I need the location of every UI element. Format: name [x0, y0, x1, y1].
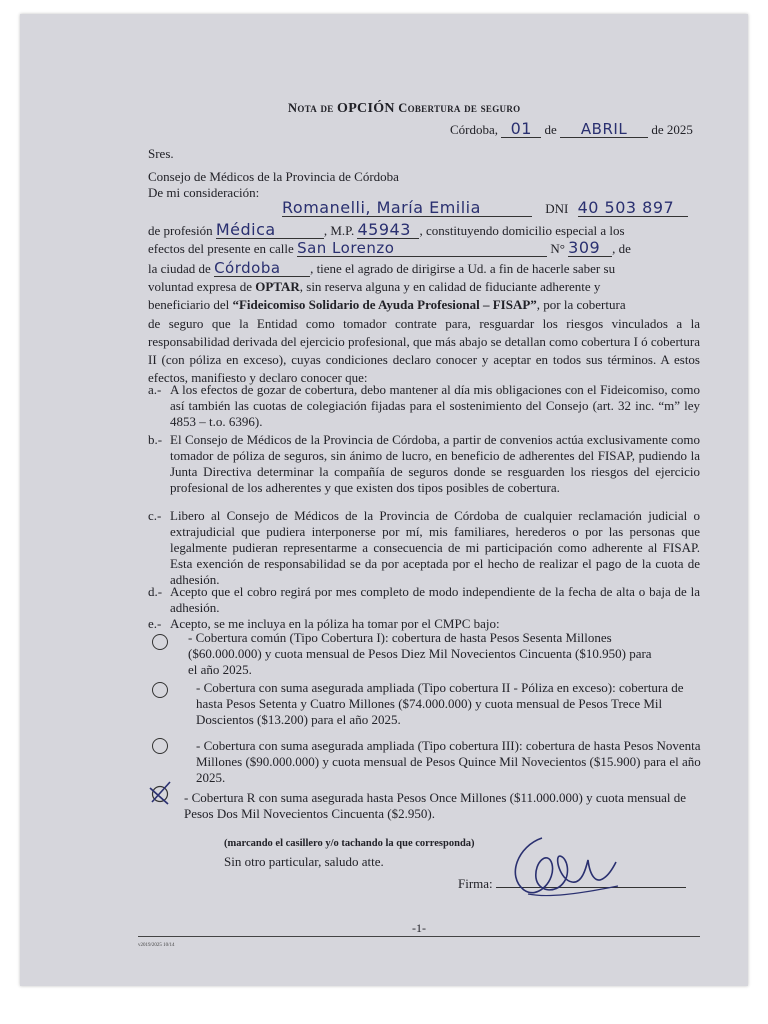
closing: Sin otro particular, saludo atte. [224, 854, 384, 869]
clause-a: a.- A los efectos de gozar de cobertura, debo mantener al día mis obligaciones con el Fideicomiso, como así también las cuotas de colegiación fijadas para el sostenimiento del Consejo (art. 32 inc. “m” ley 4853 – t.o. 6396). [148, 382, 700, 429]
mp-handwritten: 45943 [357, 222, 419, 239]
document-title: Nota de OPCIÓN Cobertura de seguro [288, 101, 521, 116]
body-paragraph: la ciudad de Córdoba , tiene el agrado de dirigirse a Ud. a fin de hacerle saber su voluntad expresa de OPTAR, sin reserva alguna y en calidad de fiduciante adherente y beneficiario del “Fideicomiso Solidario de Ayuda Profesional – FISAP”, por la cobertura de seguro que la Entidad como tomador contrate para, resguardar los riesgos vinculados a la responsabilidad derivada del ejercicio profesional, que más abajo se detallan como cobertura I ó cobertura II (con póliza en exceso), cuyas condiciones declaro conocer y aceptar en todos sus términos. A estos efectos, manifiesto y declaro conocer que: [148, 259, 700, 385]
instruction-note: (marcando el casillero y/o tachando la que corresponda) [224, 838, 475, 849]
date-month-handwritten: ABRIL [560, 121, 648, 138]
dni-handwritten: 40 503 897 [578, 200, 688, 217]
clause-b: b.- El Consejo de Médicos de la Provincia de Córdoba, a partir de convenios actúa exclusivamente como tomador de póliza de seguros, sin ánimo de lucro, en beneficio de adherentes del FISAP, pudiendo la Junta Directiva determinar la compañía de seguros donde se resguarden los riesgos del ejercicio profesional de los adherentes y que existen dos tipos posibles de cobertura. [148, 432, 700, 495]
option-4-checkbox-checked[interactable] [146, 780, 176, 806]
option-2-checkbox[interactable] [152, 682, 168, 698]
signature-line: Firma: [458, 876, 686, 892]
check-mark-icon [146, 780, 176, 806]
salutation: Sres. [148, 146, 174, 161]
option-1-text: - Cobertura común (Tipo Cobertura I): cobertura de hasta Pesos Sesenta Millones ($60.000.000) y cuota mensual de Pesos Diez Mil Novecientos Cincuenta ($10.950) para el año 2025. [188, 630, 652, 677]
street-handwritten: San Lorenzo [297, 240, 547, 257]
greeting: De mi consideración: [148, 185, 260, 200]
option-3-text: - Cobertura con suma asegurada ampliada (Tipo cobertura III): cobertura de hasta Pesos Noventa Millones ($90.000.000) y cuota mensual de Pesos Quince Mil Novecientos ($15.900) para el año 2025. [196, 738, 701, 785]
date-day-handwritten: 01 [501, 121, 541, 138]
document-page [20, 14, 748, 986]
city-handwritten: Córdoba [214, 260, 310, 277]
name-handwritten: Romanelli, María Emilia [282, 200, 532, 217]
name-line: Romanelli, María Emilia DNI 40 503 897 [282, 200, 688, 217]
addressee: Consejo de Médicos de la Provincia de Córdoba [148, 169, 399, 184]
body-rest: de seguro que la Entidad como tomador contrate para, resguardar los riesgos vinculados a la responsabilidad derivada del ejercicio profesional, que más abajo se detallan como cobertura I ó cobertura II (con póliza en exceso), cuyas condiciones declaro conocer y aceptar en todos sus términos. A estos efectos, manifiesto y declaro conocer que: [148, 316, 700, 385]
option-2-text: - Cobertura con suma asegurada ampliada (Tipo cobertura II - Póliza en exceso): cobertura de hasta Pesos Setenta y Cuatro Millones ($74.000.000) y cuota mensual de Pesos Trece Mil Doscientos ($13.200) para el año 2025. [196, 680, 684, 727]
street-number-handwritten: 309 [568, 240, 612, 257]
option-1-checkbox[interactable] [152, 634, 168, 650]
footer-code: v2019/2025 10/14 [138, 943, 175, 948]
profession-handwritten: Médica [216, 222, 324, 239]
page-number: -1- [412, 921, 426, 935]
option-4-text: - Cobertura R con suma asegurada hasta Pesos Once Millones ($11.000.000) y cuota mensual de Pesos Dos Mil Novecientos Cincuenta ($2.950). [184, 790, 687, 821]
street-line: efectos del presente en calle San Lorenzo N° 309 , de [148, 238, 631, 257]
clause-c: c.- Libero al Consejo de Médicos de la Provincia de Córdoba de cualquier reclamación judicial o extrajudicial que pudiera interponerse por mí, mis familiares, herederos o por las personas que legalmente pudieran representarme a consecuencia de mi participación como adherente al FISAP. Esta exención de responsabilidad se da por aceptada por el hecho de realizar el pago de la cuota de adhesión. [148, 508, 700, 587]
option-3-checkbox[interactable] [152, 738, 168, 754]
clause-e: e.- Acepto, se me incluya en la póliza ha tomar por el CMPC bajo: [148, 616, 500, 631]
profession-line: de profesión Médica , M.P. 45943 , constituyendo domicilio especial a los [148, 220, 625, 239]
signature-scribble-icon [498, 828, 628, 904]
clause-d: d.- Acepto que el cobro regirá por mes completo de modo independiente de la fecha de alta o baja de la adhesión. [148, 584, 700, 615]
date-line: Córdoba, 01 de ABRIL de 2025 [450, 119, 693, 138]
handwritten-signature [498, 828, 628, 904]
footer-rule [138, 936, 700, 937]
